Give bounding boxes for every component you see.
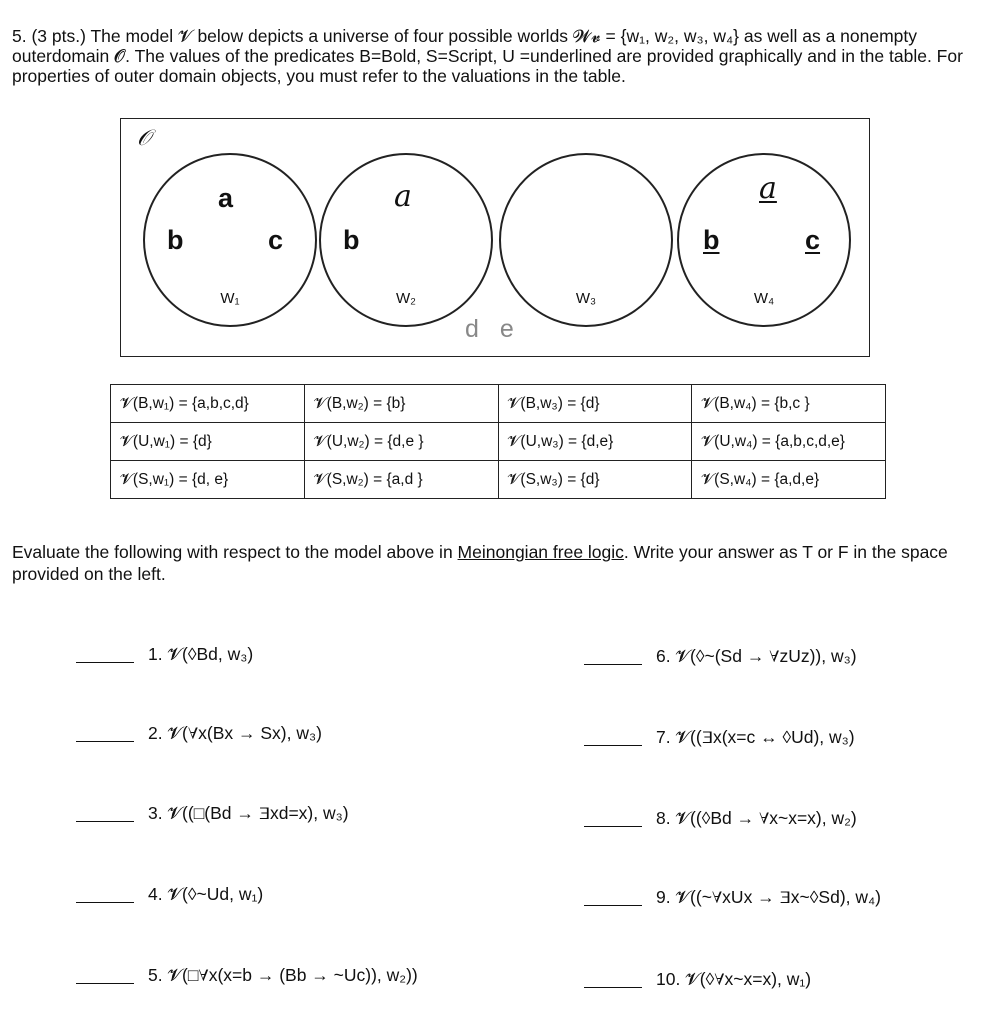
question-text: 5. 𝓥(□∀x(x=b → (Bb → ~Uc)), w₂)) [148,965,418,985]
world-w3 [499,153,673,327]
table-row [111,423,886,461]
question-text: 4. 𝓥(◊~Ud, w₁) [148,884,264,904]
object-b: b [343,225,360,255]
answer-blank[interactable] [584,904,642,906]
table-cell: 𝓥(U,w₂) = {d,e } [304,423,498,461]
world-label: W₂ [396,290,416,307]
instructions-text: Evaluate the following with respect to the model above in [12,542,458,562]
world-w4 [677,153,851,327]
table-cell: 𝓥(U,w₁) = {d} [111,423,305,461]
answer-blank[interactable] [76,820,134,822]
table-cell: 𝓥(S,w₂) = {a,d } [304,461,498,499]
question-2 [76,723,322,744]
object-b: b [703,225,720,255]
table-cell: 𝓥(B,w₂) = {b} [304,385,498,423]
table-cell: 𝓥(B,w₄) = {b,c } [692,385,886,423]
question-text: 9. 𝓥((~∀xUx → ∃x~◊Sd), w₄) [656,887,881,907]
answer-blank[interactable] [584,663,642,665]
question-8 [584,808,857,829]
object-c: c [805,225,821,255]
question-text: 2. 𝓥(∀x(Bx → Sx), w₃) [148,723,322,743]
outer-domain-objects: d e [465,315,521,343]
question-text: 6. 𝓥(◊~(Sd → ∀zUz)), w₃) [656,646,857,666]
world-w1 [143,153,317,327]
outer-domain-label: 𝒪 [137,125,151,150]
question-6 [584,646,857,667]
question-text: 3. 𝓥((□(Bd → ∃xd=x), w₃) [148,803,349,823]
world-label: W₄ [753,290,775,307]
world-w2 [319,153,493,327]
question-4 [76,884,263,905]
question-10 [584,969,811,990]
table-row [111,461,886,499]
instructions-underlined: Meinongian free logic [457,542,624,562]
problem-intro: 5. (3 pts.) The model 𝓥 below depicts a universe of four possible worlds 𝓦𝓿 = {w₁, w₂, w₃, w₄} as well as a nonempty outerdomain 𝓞. The values of the predicates B=Bold, S=Script, U =underlined are provided graphically and in the table. For properties of outer domain objects, you must refer to the valuations in the table. [12,26,963,86]
object-a: a [218,183,234,213]
model-diagram [120,118,870,357]
object-c: c [268,225,284,255]
valuation-table [110,384,886,499]
instructions-text: . Write your answer as T or F in the space provided on the left. [12,542,948,584]
answer-blank[interactable] [76,982,134,984]
question-7 [584,727,855,748]
world-label: W₃ [575,290,597,307]
question-5 [76,965,418,986]
question-text: 1. 𝓥(◊Bd, w₃) [148,644,254,664]
answer-blank[interactable] [584,744,642,746]
instructions [12,541,977,585]
question-9 [584,887,881,908]
question-1 [76,644,253,665]
answer-blank[interactable] [76,901,134,903]
answer-blank[interactable] [76,740,134,742]
table-row [111,385,886,423]
table-cell: 𝓥(S,w₄) = {a,d,e} [692,461,886,499]
answer-blank[interactable] [584,825,642,827]
answer-blank[interactable] [584,986,642,988]
answer-blank[interactable] [76,661,134,663]
table-cell: 𝓥(U,w₃) = {d,e} [498,423,692,461]
table-cell: 𝓥(S,w₁) = {d, e} [111,461,305,499]
question-text: 7. 𝓥((∃x(x=c ↔ ◊Ud), w₃) [656,727,855,747]
table-cell: 𝓥(S,w₃) = {d} [498,461,692,499]
object-b: b [167,225,184,255]
object-a: a [394,179,412,214]
object-a: a [759,171,777,206]
question-text: 8. 𝓥((◊Bd → ∀x~x=x), w₂) [656,808,857,828]
table-cell: 𝓥(B,w₁) = {a,b,c,d} [111,385,305,423]
question-text: 10. 𝓥(◊∀x~x=x), w₁) [656,969,812,989]
table-cell: 𝓥(U,w₄) = {a,b,c,d,e} [692,423,886,461]
world-label: W₁ [220,290,240,307]
table-cell: 𝓥(B,w₃) = {d} [498,385,692,423]
question-3 [76,803,349,824]
